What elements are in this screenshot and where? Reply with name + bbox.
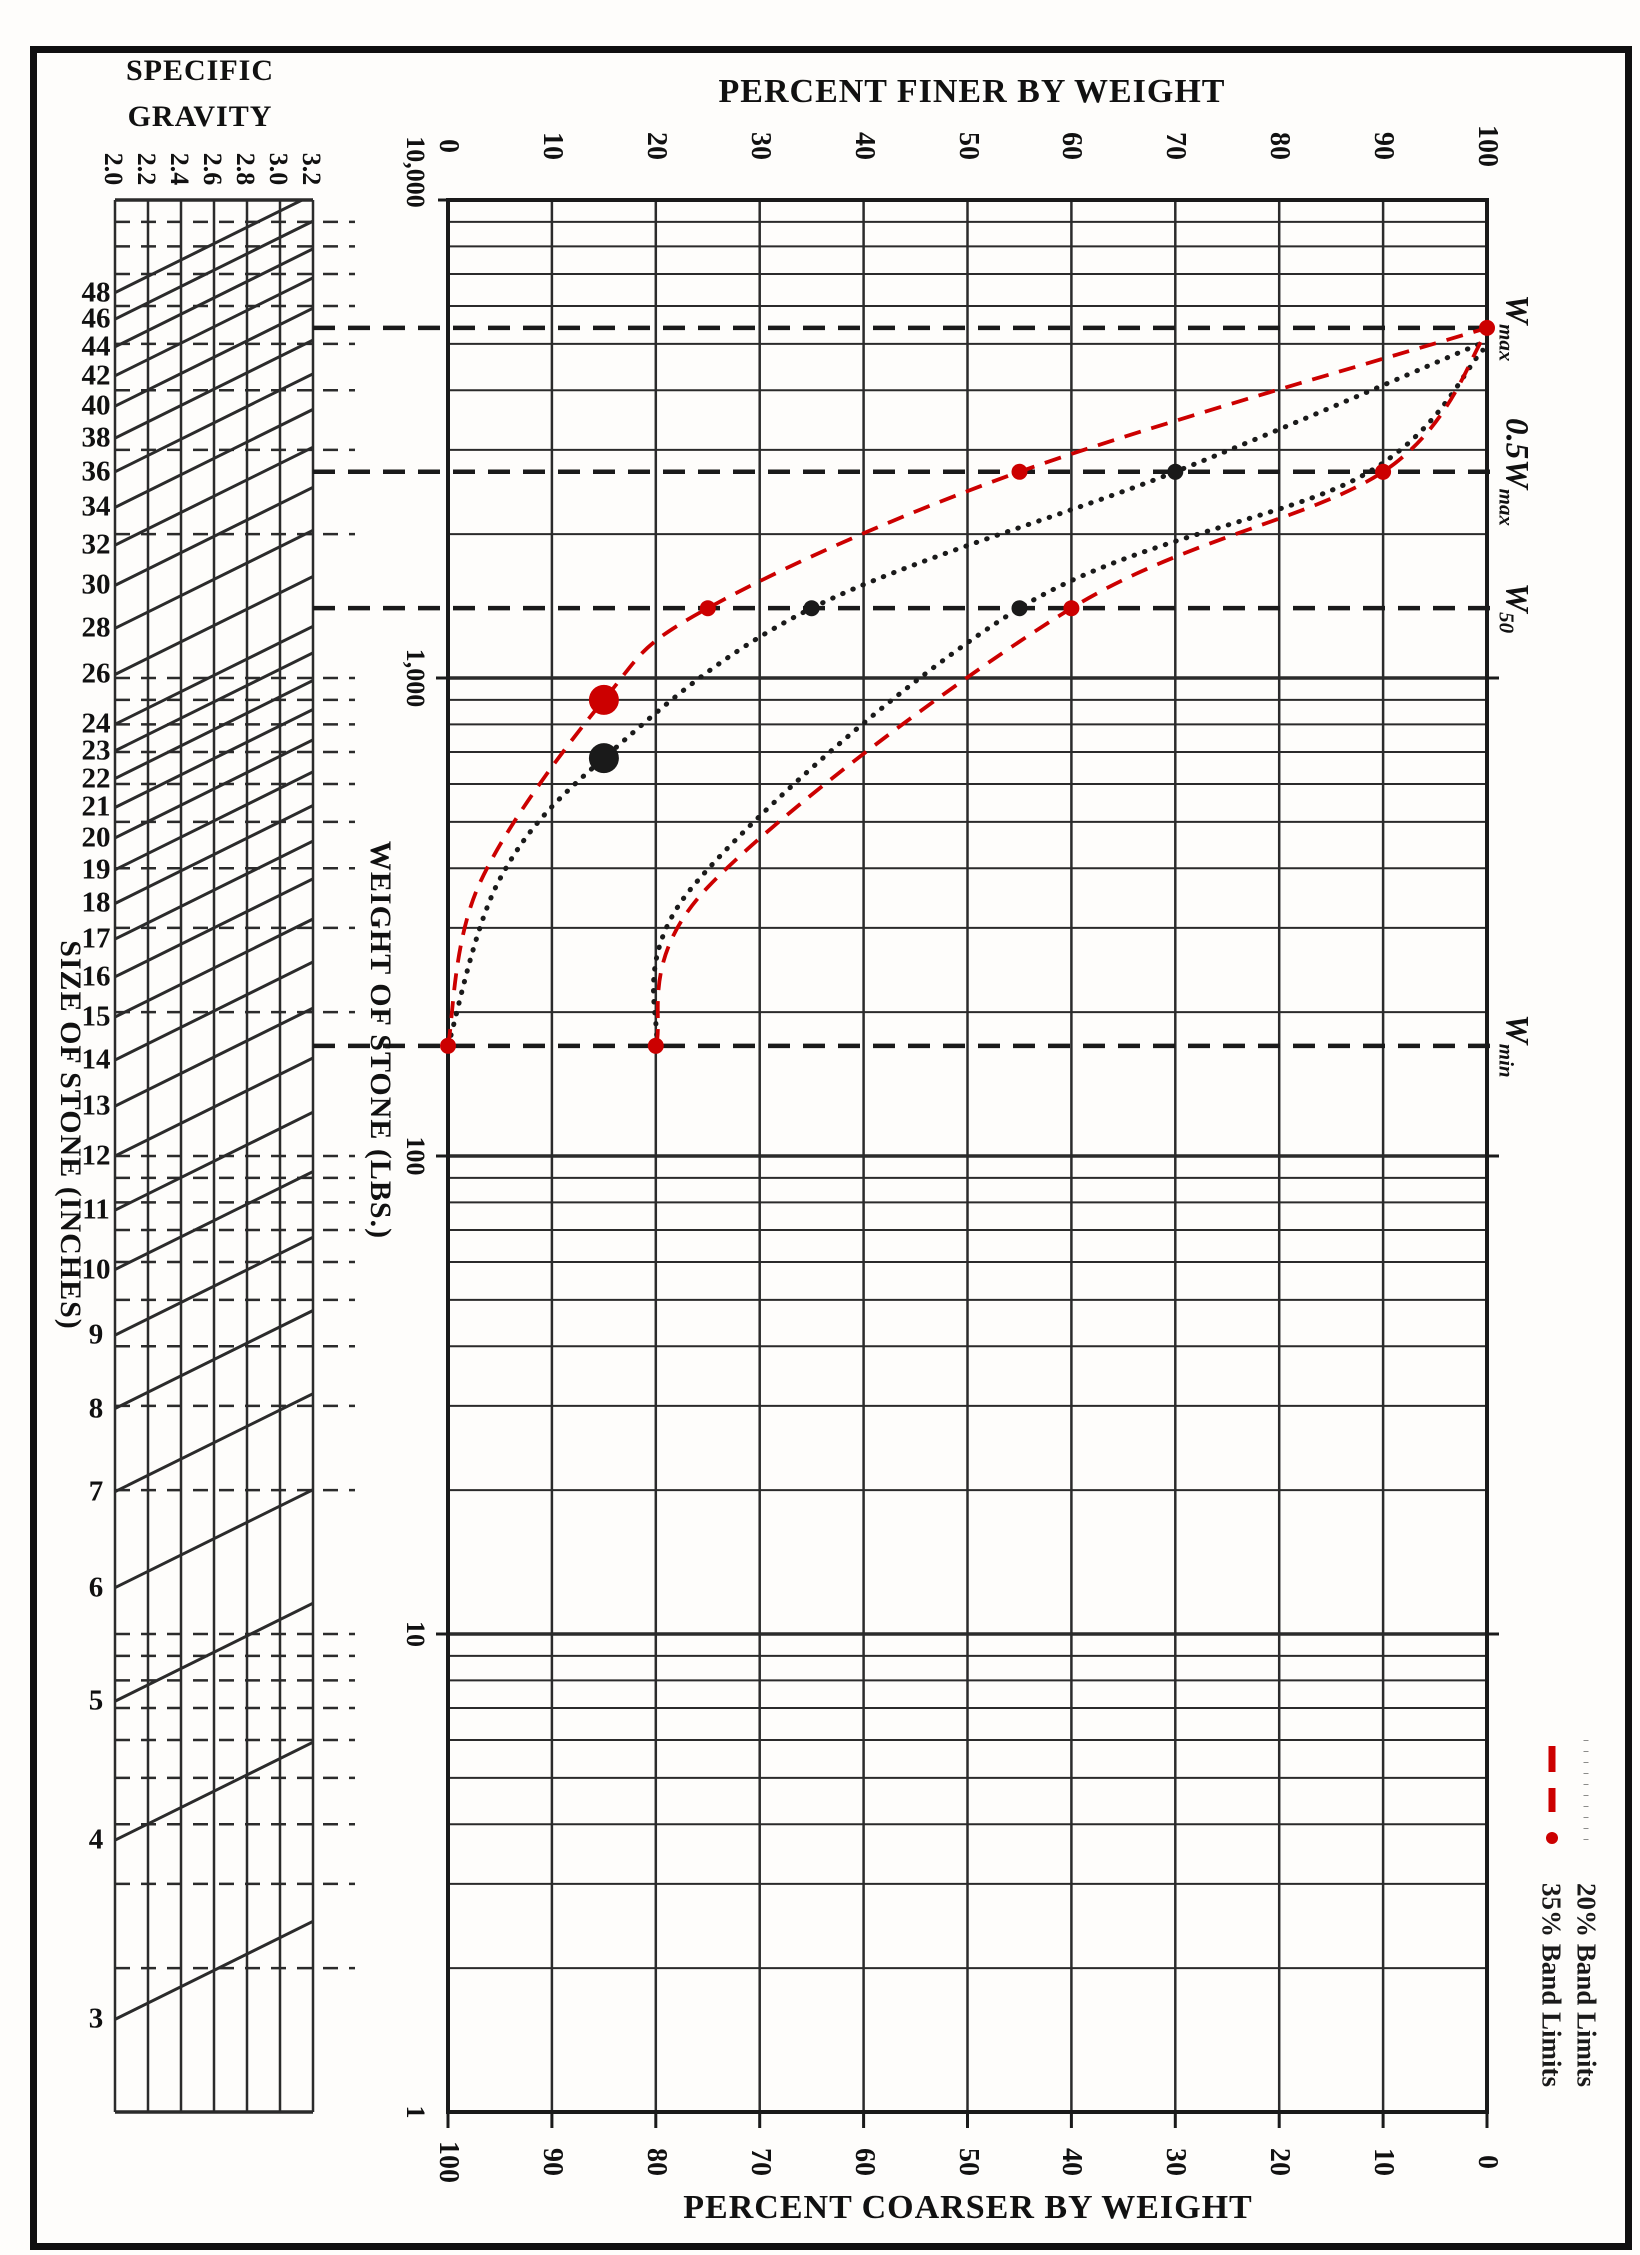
label-stone-size-14: 14 [81,1043,111,1076]
tick-weight-1: 1 [401,2105,430,2119]
tick-percent-finer-90: 90 [1368,132,1400,160]
tick-specific-gravity-2.6: 2.6 [198,152,227,186]
label-stone-size-6: 6 [88,1571,104,1604]
label-stone-size-20: 20 [81,821,111,854]
tick-percent-coarser-0: 0 [1472,2155,1503,2169]
label-stone-size-19: 19 [81,853,111,886]
weight-of-stone-axis-label: WEIGHT OF STONE (LBS.) [364,840,397,1240]
tick-percent-coarser-40: 40 [1056,2148,1088,2176]
tick-percent-finer-40: 40 [848,132,880,160]
tick-specific-gravity-3.2: 3.2 [297,152,326,186]
label-stone-size-22: 22 [81,762,111,794]
tick-weight-10: 10 [401,1621,430,1647]
tick-weight-100: 100 [401,1136,430,1176]
marker-label-Wmin: $W_{min}$ [1494,1014,1535,1078]
tick-percent-finer-20: 20 [640,132,672,160]
label-stone-size-38: 38 [81,421,111,454]
tick-percent-coarser-70: 70 [744,2148,776,2176]
label-stone-size-28: 28 [81,611,111,644]
tick-percent-finer-70: 70 [1160,132,1192,160]
label-stone-size-13: 13 [81,1089,111,1122]
tick-specific-gravity-2.0: 2.0 [99,152,128,186]
label-stone-size-12: 12 [81,1139,111,1172]
legend-label-20pct: 20% Band Limits [1571,1882,1602,2088]
marker-label-05Wmax: $0.5W_{max}$ [1494,417,1535,526]
label-stone-size-40: 40 [81,389,111,422]
label-stone-size-7: 7 [88,1475,104,1508]
tick-percent-finer-0: 0 [433,139,464,153]
tick-specific-gravity-2.8: 2.8 [231,152,260,186]
tick-specific-gravity-3.0: 3.0 [264,152,293,186]
label-stone-size-36: 36 [81,455,111,488]
legend-label-35pct: 35% Band Limits [1536,1882,1567,2088]
label-stone-size-8: 8 [88,1392,104,1424]
specific-gravity-title-line1: SPECIFIC [125,54,275,87]
percent-finer-title: PERCENT FINER BY WEIGHT [718,73,1226,110]
label-stone-size-23: 23 [81,734,111,767]
label-stone-size-46: 46 [81,302,111,335]
label-stone-size-3: 3 [88,2002,104,2035]
label-stone-size-30: 30 [81,568,111,601]
tick-weight-10000: 10,000 [401,136,430,208]
label-stone-size-17: 17 [81,922,111,955]
tick-percent-coarser-10: 10 [1368,2148,1400,2176]
tick-specific-gravity-2.2: 2.2 [132,152,161,186]
label-stone-size-24: 24 [81,707,111,740]
tick-percent-finer-100: 100 [1472,125,1503,167]
label-stone-size-34: 34 [81,490,111,523]
tick-percent-finer-10: 10 [536,132,568,160]
tick-percent-coarser-30: 30 [1160,2148,1192,2176]
label-stone-size-5: 5 [88,1684,104,1717]
tick-percent-finer-30: 30 [744,132,776,160]
size-of-stone-axis-label: SIZE OF STONE (INCHES) [54,940,87,1330]
label-stone-size-32: 32 [81,528,111,561]
label-stone-size-42: 42 [81,359,111,392]
tick-percent-finer-50: 50 [952,132,984,160]
label-stone-size-10: 10 [81,1253,111,1286]
tick-percent-coarser-50: 50 [952,2148,984,2176]
label-stone-size-16: 16 [81,960,111,993]
label-stone-size-48: 48 [81,276,111,309]
label-stone-size-4: 4 [88,1823,104,1856]
percent-coarser-title: PERCENT COARSER BY WEIGHT [683,2189,1253,2226]
label-stone-size-26: 26 [81,657,111,690]
tick-percent-finer-80: 80 [1264,132,1296,160]
tick-percent-coarser-80: 80 [640,2148,672,2176]
marker-label-W50: $W_{50}$ [1494,582,1535,634]
tick-specific-gravity-2.4: 2.4 [165,152,194,186]
specific-gravity-title-line2: GRAVITY [127,100,273,133]
label-stone-size-11: 11 [82,1193,110,1226]
tick-percent-finer-60: 60 [1056,132,1088,160]
tick-percent-coarser-100: 100 [433,2141,464,2183]
label-stone-size-9: 9 [88,1318,104,1351]
tick-weight-1000: 1,000 [401,648,430,708]
tick-percent-coarser-60: 60 [848,2148,880,2176]
tick-percent-coarser-20: 20 [1264,2148,1296,2176]
marker-label-Wmax: $W_{max}$ [1494,294,1535,362]
label-stone-size-21: 21 [81,790,111,823]
label-stone-size-44: 44 [81,330,111,363]
label-stone-size-18: 18 [81,886,111,919]
label-stone-size-15: 15 [81,1000,111,1033]
tick-percent-coarser-90: 90 [536,2148,568,2176]
